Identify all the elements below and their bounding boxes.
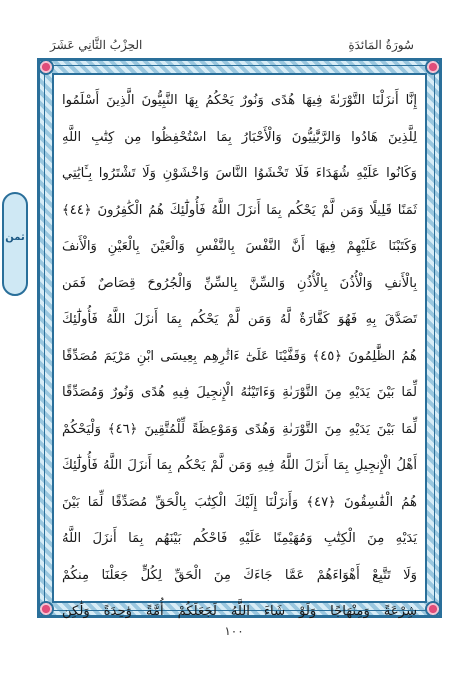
- text-line: وَلَا تَتَّبِعْ أَهْوَاءَهُمْ عَمَّا جَاءَكَ مِنَ الْحَقِّ لِكُلٍّ جَعَلْنَا مِنكُمْ: [62, 567, 417, 583]
- surah-title: سُورَةُ المَائدَةِ: [348, 38, 414, 52]
- text-line: وَكَانُوا عَلَيْهِ شُهَدَاءَ فَلَا تَخْشَوُا النَّاسَ وَاخْشَوْنِ وَلَا تَشْتَرُوا بِـَٔايَٰتِي: [62, 166, 417, 181]
- text-line: أَهْلُ الْإِنجِيلِ بِمَا أَنزَلَ اللَّهُ فِيهِ وَمَن لَّمْ يَحْكُم بِمَا أَنزَلَ اللَّهُ فَأُولَٰٓئِكَ: [62, 458, 417, 473]
- text-line: شِرْعَةً وَمِنْهَاجًا وَلَوْ شَاءَ اللَّهُ لَجَعَلَكُمْ أُمَّةً وَٰحِدَةً وَلَٰكِن: [62, 604, 417, 619]
- corner-ornament-icon: [425, 59, 441, 75]
- text-line: بِالْأَنفِ وَالْأُذُنَ بِالْأُذُنِ وَالسِّنَّ بِالسِّنِّ وَالْجُرُوحَ قِصَاصٌ فَمَن: [62, 275, 417, 291]
- corner-ornament-icon: [38, 601, 54, 617]
- text-line: ثَمَنًا قَلِيلًا وَمَن لَّمْ يَحْكُم بِمَا أَنزَلَ اللَّهُ فَأُولَٰٓئِكَ هُمُ الْكَٰفِرُونَ ﴿٤٤﴾: [62, 202, 417, 218]
- text-line: لِّمَا بَيْنَ يَدَيْهِ مِنَ التَّوْرَىٰةِ وَهُدًى وَمَوْعِظَةً لِّلْمُتَّقِينَ ﴿٤٦﴾ وَلْيَحْكُمْ: [62, 421, 418, 437]
- page-frame: [37, 58, 442, 618]
- thumn-marker: [2, 192, 28, 296]
- text-line: إِنَّا أَنزَلْنَا التَّوْرَىٰةَ فِيهَا هُدًى وَنُورٌ يَحْكُمُ بِهَا النَّبِيُّونَ الَّذِينَ أَسْلَمُوا: [62, 93, 417, 108]
- text-line: وَكَتَبْنَا عَلَيْهِمْ فِيهَا أَنَّ النَّفْسَ بِالنَّفْسِ وَالْعَيْنَ بِالْعَيْنِ وَالْأَنفَ: [62, 239, 417, 254]
- page-number: ١٠٠: [224, 624, 244, 638]
- text-area: [52, 73, 427, 619]
- hizb-title: الحِزْبُ الثَّانِي عَشَرَ: [50, 38, 143, 52]
- text-line: لِلَّذِينَ هَادُوا وَالرَّبَّٰنِيُّونَ وَالْأَحْبَارُ بِمَا اسْتُحْفِظُوا مِن كِتَٰبِ اللَّهِ: [62, 129, 417, 145]
- text-line: هُمُ الظَّٰلِمُونَ ﴿٤٥﴾ وَقَفَّيْنَا عَلَىٰٓ ءَاثَٰرِهِم بِعِيسَى ابْنِ مَرْيَمَ مُصَدِّقًا: [62, 348, 417, 364]
- text-line: لِّمَا بَيْنَ يَدَيْهِ مِنَ التَّوْرَىٰةِ وَءَاتَيْنَٰهُ الْإِنجِيلَ فِيهِ هُدًى وَنُورٌ وَمُصَدِّقًا: [62, 385, 417, 400]
- verse-lines: [60, 83, 419, 631]
- text-line: هُمُ الْفَٰسِقُونَ ﴿٤٧﴾ وَأَنزَلْنَا إِلَيْكَ الْكِتَٰبَ بِالْحَقِّ مُصَدِّقًا لِّمَا بَيْنَ: [62, 494, 417, 510]
- corner-ornament-icon: [425, 601, 441, 617]
- text-line: يَدَيْهِ مِنَ الْكِتَٰبِ وَمُهَيْمِنًا عَلَيْهِ فَاحْكُم بَيْنَهُم بِمَا أَنزَلَ اللَّهُ: [62, 531, 417, 546]
- thumn-marker-label: ثمن: [5, 232, 25, 243]
- text-line: تَصَدَّقَ بِهِ فَهُوَ كَفَّارَةٌ لَّهُ وَمَن لَّمْ يَحْكُم بِمَا أَنزَلَ اللَّهُ فَأُولَٰٓئِكَ: [62, 312, 417, 327]
